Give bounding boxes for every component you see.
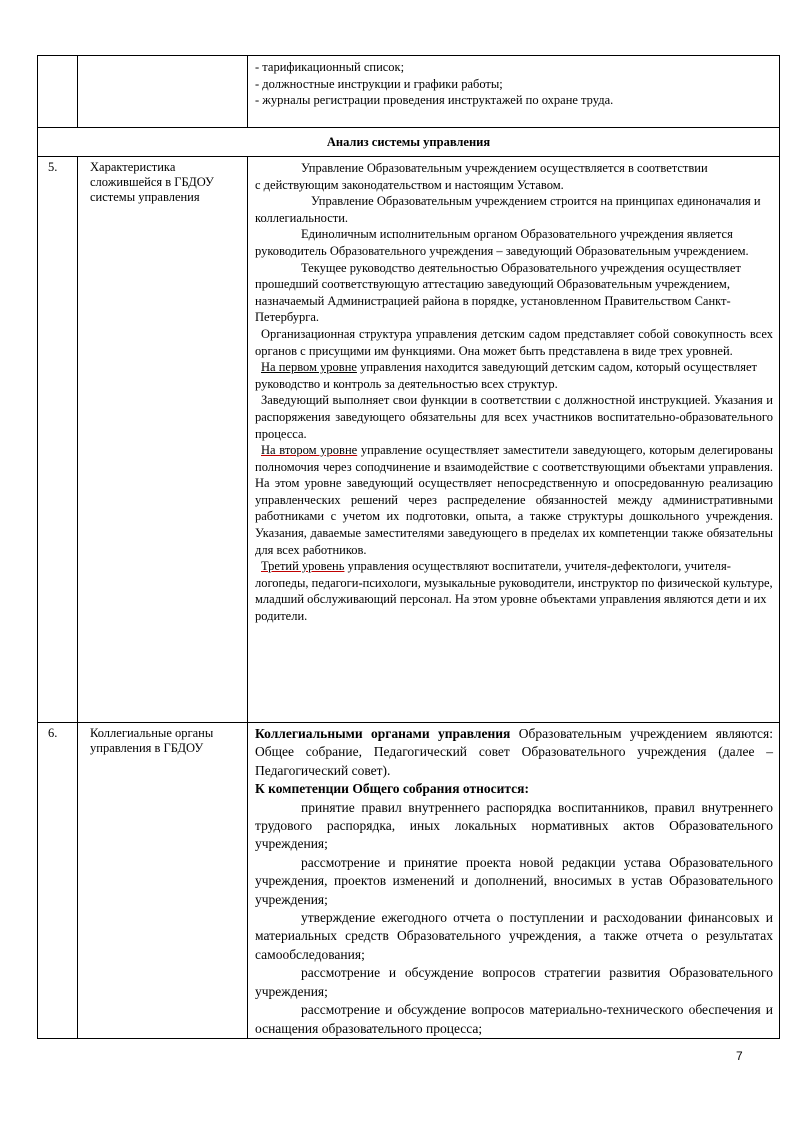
table-row: [38, 157, 780, 723]
table-row: [38, 723, 780, 1039]
content-cell: [248, 723, 780, 1039]
paragraph: с действующим законодательством и настоящим Уставом.: [255, 177, 564, 192]
page-number: 7: [736, 1049, 743, 1063]
section-header-row: [38, 128, 780, 157]
number-cell: [38, 56, 78, 128]
paragraph: Организационная структура управления детским садом представляет собой совокупность всех органов с присущими им функциями. Она может быть представлена в виде трех уровней.: [255, 326, 773, 358]
list-item: утверждение ежегодного отчета о поступлении и расходовании финансовых и материальных средств Образовательного учреждения, а также отчета о результатах самообследования;: [255, 910, 773, 962]
list-item: рассмотрение и принятие проекта новой редакции устава Образовательного учреждения, проектов изменений и дополнений, вносимых в устав Образовательного учреждения;: [255, 854, 773, 907]
paragraph: [255, 359, 773, 392]
list-item: - тарификационный список;: [255, 60, 405, 74]
table-row: [38, 56, 780, 128]
list-item: принятие правил внутреннего распорядка воспитанников, правил внутреннего трудового распорядка, иных локальных нормативных актов Образовательного учреждения;: [255, 799, 773, 852]
paragraph-text: управление осуществляет заместители заведующего, которым делегированы полномочия через соподчинение и взаимодействие с соответствующими объектами управления. На этом уровне заведующий осуществляет непосредственную и опосредованную реализацию управленческих решений через распределение обязанностей между административными работниками с учетом их подготовки, опыта, а также структуры дошкольного учреждения. Указания, даваемые заместителями заведующего в пределах их компетенции также обязательны для всех работников.: [255, 443, 773, 557]
paragraph-text: Образовательным учреждением являются: Общее собрание, Педагогический совет Образовательного учреждения (далее – Педагогический совет).: [255, 726, 773, 778]
bold-lead: Коллегиальными органами управления: [255, 726, 511, 741]
paragraph: [255, 558, 773, 624]
level-label: На втором уровне: [261, 443, 358, 458]
list-item: рассмотрение и обсуждение вопросов материально-технического обеспечения и оснащения образовательного процесса;: [255, 1002, 773, 1036]
list-item: рассмотрение и обсуждение вопросов стратегии развития Образовательного учреждения;: [255, 965, 773, 999]
section-title: Анализ системы управления: [38, 128, 780, 157]
paragraph-text: управления осуществляют воспитатели, учителя-дефектологи, учителя-логопеды, педагоги-психологи, музыкальные руководители, инструктор по физической культуре, младший обслуживающий персонал. На этом уровне объектами управления являются дети и их родители.: [255, 559, 773, 624]
paragraph: Управление Образовательным учреждением строится на принципах единоначалия и коллегиальности.: [255, 194, 761, 225]
subheading: К компетенции Общего собрания относится:: [255, 781, 529, 797]
paragraph: Единоличным исполнительным органом Образовательного учреждения является руководитель Образовательного учреждения – заведующий Образовательным учреждением.: [255, 227, 749, 258]
content-cell: [248, 56, 780, 128]
paragraph: [255, 442, 773, 558]
paragraph: [255, 725, 773, 780]
self-assessment-table: [37, 55, 780, 1039]
row-number: 5.: [38, 157, 78, 723]
paragraph-text: управления находится заведующий детским садом, который осуществляет руководство и контроль за деятельностью всех структур.: [255, 360, 757, 391]
characteristic-cell: [78, 56, 248, 128]
level-label: На первом уровне: [261, 360, 357, 375]
row-characteristic: Характеристика сложившейся в ГБДОУ системы управления: [78, 157, 248, 723]
level-label: Третий уровень: [261, 559, 345, 574]
paragraph: Текущее руководство деятельностью Образовательного учреждения осуществляет прошедший соответствующую аттестацию заведующий Образовательным учреждением, назначаемый Администрацией района в порядке, установленном Правительством Санкт-Петербурга.: [255, 260, 741, 325]
list-item: - журналы регистрации проведения инструктажей по охране труда.: [255, 93, 614, 108]
row-characteristic: Коллегиальные органы управления в ГБДОУ: [78, 723, 248, 1039]
row-number: 6.: [38, 723, 78, 1039]
paragraph: Управление Образовательным учреждением осуществляется в соответствии: [301, 161, 708, 175]
paragraph: Заведующий выполняет свои функции в соответствии с должностной инструкцией. Указания и распоряжения заведующего обязательны для всех участников воспитательно-образовательного процесса.: [255, 393, 773, 441]
content-cell: [248, 157, 780, 723]
list-item: - должностные инструкции и графики работы;: [255, 76, 503, 91]
